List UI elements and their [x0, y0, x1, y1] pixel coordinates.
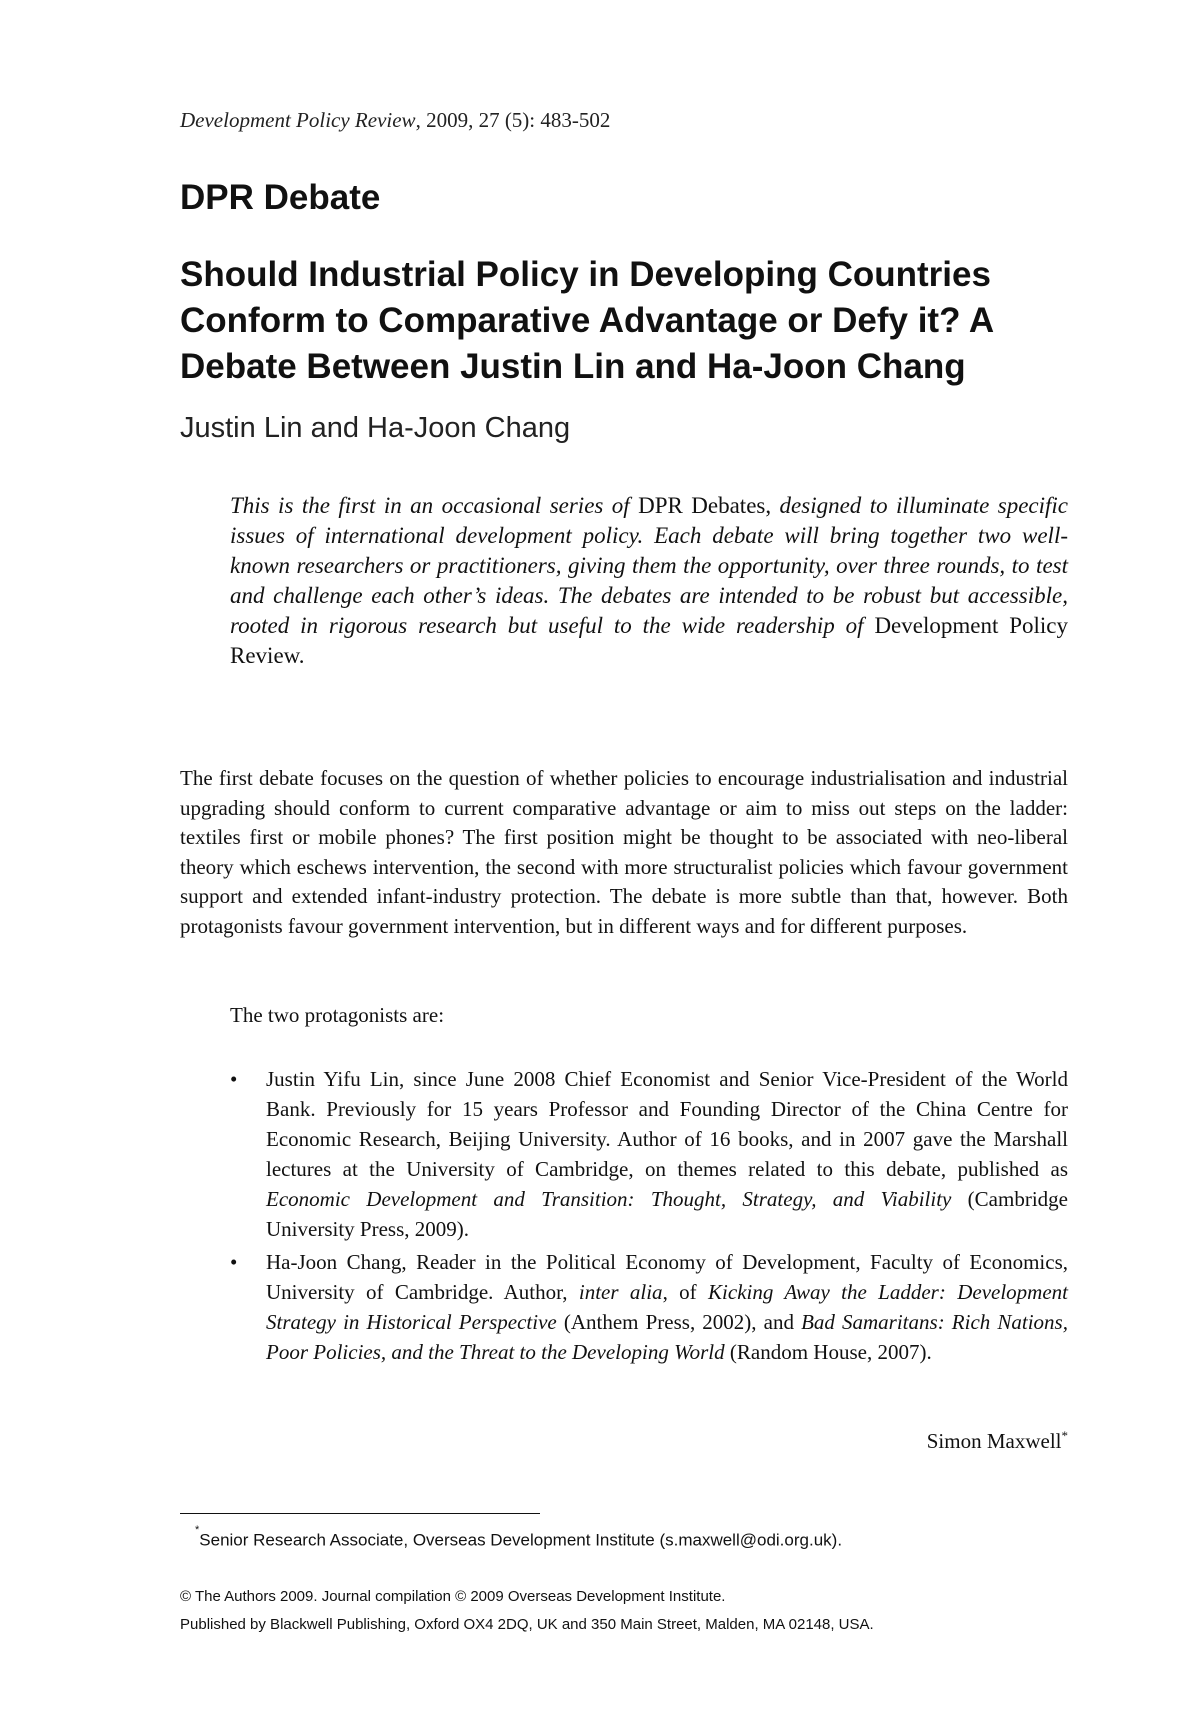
lin-bio-text-1: Justin Yifu Lin, since June 2008 Chief Economist and Senior Vice-President of the World Bank. Previously for 15 years Professor and Founding Director of the China Centre for Economic Research, Beijing University. Author of 16 books, and in 2007 gave the Marshall lectures at the University of Cambridge, on themes related to this debate, published as [266, 1067, 1068, 1181]
list-item-chang [230, 1247, 1068, 1367]
protagonist-list [230, 1064, 1068, 1367]
citation-details: , 2009, 27 (5): 483-502 [415, 108, 611, 132]
abstract-roman-2: Development Policy Review. [230, 613, 1069, 668]
bullet-marker: • [230, 1250, 238, 1274]
chang-book-title-1: Kicking Away the Ladder: Development Strategy in Historical Perspective [266, 1280, 1068, 1334]
body-paragraph-2: The two protagonists are: [230, 1003, 445, 1027]
abstract-text-2: designed to illuminate specific issues of international development policy. Each debate will bring together two well-known researchers or practitioners, giving them the opportunity, over three rounds, to test and challenge each other’s ideas. The debates are intended to be robust but accessible, rooted in rigorous research but useful to the wide readership of [230, 493, 1068, 638]
footnote [195, 1524, 843, 1551]
abstract-roman-1: DPR Debates, [638, 493, 772, 518]
footnote-divider [180, 1513, 540, 1514]
copyright-line: © The Authors 2009. Journal compilation © 2009 Overseas Development Institute. [180, 1588, 726, 1605]
publisher-line: Published by Blackwell Publishing, Oxford OX4 2DQ, UK and 350 Main Street, Malden, MA 02148, USA. [180, 1616, 874, 1633]
article-authors: Justin Lin and Ha-Joon Chang [180, 412, 571, 444]
lin-book-title: Economic Development and Transition: Thought, Strategy, and Viability [266, 1187, 952, 1211]
list-item-lin [230, 1064, 1068, 1244]
chang-inter-alia: inter alia [578, 1280, 663, 1304]
signature-name: Simon Maxwell [926, 1429, 1062, 1453]
editor-signature [927, 1428, 1068, 1454]
chang-bio-text-3: (Anthem Press, 2002), and [556, 1310, 802, 1334]
chang-bio-text-2: , of [662, 1280, 709, 1304]
section-label: DPR Debate [180, 178, 381, 217]
body-paragraph-1: The first debate focuses on the question of whether policies to encourage industrialisation and industrial upgrading should conform to current comparative advantage or aim to miss out steps on the ladder: textiles first or mobile phones? The first position might be thought to be associated with neo-liberal theory which eschews intervention, the second with more structuralist policies which favour government support and extended infant-industry protection. The debate is more subtle than that, however. Both protagonists favour government intervention, but in different ways and for different purposes. [180, 766, 1068, 938]
journal-name: Development Policy Review [180, 108, 416, 132]
chang-book-title-2: Bad Samaritans: Rich Nations, Poor Policies, and the Threat to the Developing World [266, 1310, 1068, 1364]
lin-bio-text-2: (Cambridge University Press, 2009). [266, 1187, 1068, 1241]
article-title: Should Industrial Policy in Developing Countries Conform to Comparative Advantage or Defy it? A Debate Between Justin Lin and Ha-Joon Chang [180, 255, 993, 386]
journal-citation [180, 108, 610, 133]
footnote-text: Senior Research Associate, Overseas Development Institute (s.maxwell@odi.org.uk). [199, 1530, 843, 1550]
chang-bio-text-4: (Random House, 2007). [724, 1340, 932, 1364]
abstract-text-1: This is the first in an occasional series of [230, 493, 639, 518]
chang-bio-text-1: Ha-Joon Chang, Reader in the Political Economy of Development, Faculty of Economics, University of Cambridge. Author, [266, 1250, 1068, 1304]
signature-footnote-mark: * [1061, 1428, 1068, 1443]
footnote-mark: * [195, 1524, 200, 1536]
abstract [230, 491, 1068, 671]
bullet-marker: • [230, 1067, 238, 1091]
